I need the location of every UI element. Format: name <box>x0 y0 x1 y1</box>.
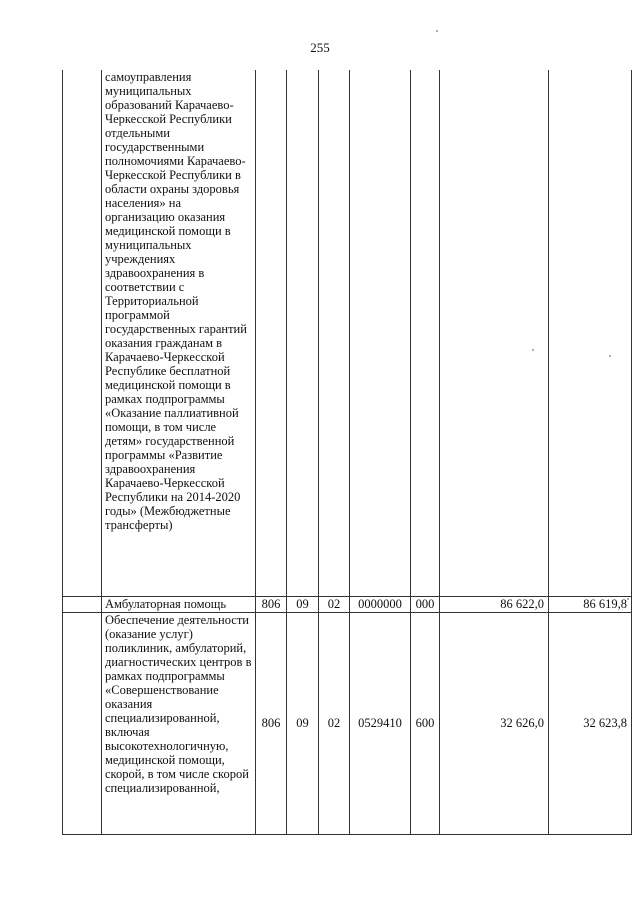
scan-speck <box>627 598 629 600</box>
description-cell: самоуправления муниципальных образований Карачаево-Черкесской Республики отдельными государственными полномочиями Карачаево-Черкесской Республики в области охраны здоровья населения» на организацию оказания медицинской помощи в муниципальных учреждениях здравоохранения в соответствии с Территориальной программой государственных гарантий оказания гражданам в Карачаево-Черкесской Республике бесплатной медицинской помощи в рамках подпрограммы «Оказание паллиативной помощи, в том числе детям» государственной программы «Развитие здравоохранения Карачаево-Черкесской Республики на 2014-2020 годы» (Межбюджетные трансферты) <box>102 70 256 596</box>
amount-2-cell <box>549 70 632 596</box>
scan-speck <box>532 349 534 351</box>
index-cell <box>63 70 102 596</box>
description-cell: Амбулаторная помощь <box>102 596 256 612</box>
expense-type-cell: 000 <box>411 596 440 612</box>
ministry-code-cell: 806 <box>256 612 287 834</box>
index-cell <box>63 596 102 612</box>
section-code-cell <box>287 70 319 596</box>
scan-speck <box>436 30 438 32</box>
amount-1-cell <box>440 70 549 596</box>
amount-1-cell: 32 626,0 <box>440 612 549 834</box>
subsection-code-cell: 02 <box>319 596 350 612</box>
amount-1-cell: 86 622,0 <box>440 596 549 612</box>
budget-table <box>62 70 632 835</box>
ministry-code-cell: 806 <box>256 596 287 612</box>
index-cell <box>63 612 102 834</box>
table-row <box>63 612 632 834</box>
scan-speck <box>609 355 611 357</box>
target-article-cell <box>350 70 411 596</box>
table-row <box>63 70 632 596</box>
table-row <box>63 596 632 612</box>
expense-type-cell <box>411 70 440 596</box>
description-cell: Обеспечение деятельности (оказание услуг) поликлиник, амбулаторий, диагностических центров в рамках подпрограммы «Совершенствование оказания специализированной, включая высокотехнологичную, медицинской помощи, скорой, в том числе скорой специализированной, <box>102 612 256 834</box>
target-article-cell: 0000000 <box>350 596 411 612</box>
target-article-cell: 0529410 <box>350 612 411 834</box>
amount-2-cell: 32 623,8 <box>549 612 632 834</box>
page-number: 255 <box>310 40 330 55</box>
section-code-cell: 09 <box>287 612 319 834</box>
section-code-cell: 09 <box>287 596 319 612</box>
ministry-code-cell <box>256 70 287 596</box>
subsection-code-cell: 02 <box>319 612 350 834</box>
subsection-code-cell <box>319 70 350 596</box>
amount-2-cell: 86 619,8 <box>549 596 632 612</box>
expense-type-cell: 600 <box>411 612 440 834</box>
